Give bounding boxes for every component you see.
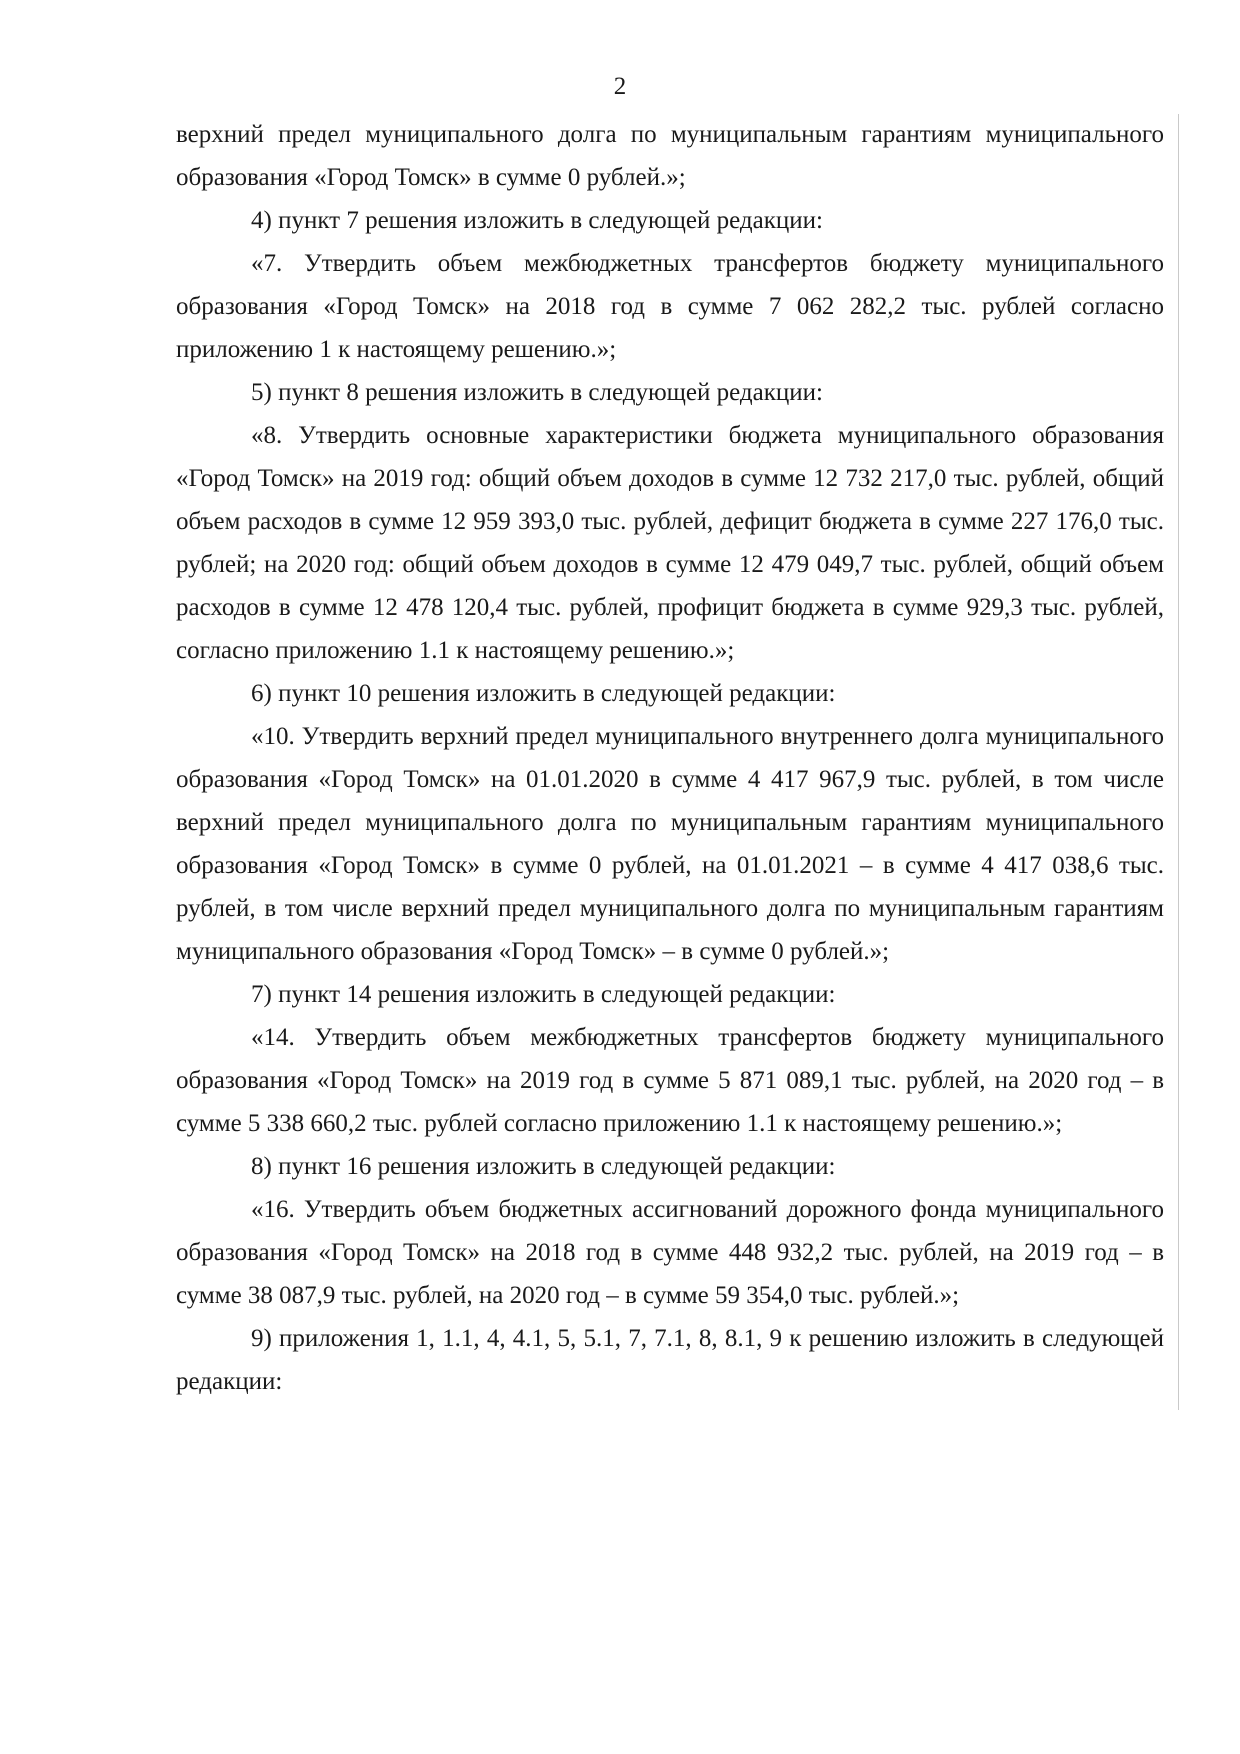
margin-rule (1178, 114, 1179, 1410)
paragraph-clause-8: «8. Утвердить основные характеристики бюджета муниципального образования «Город Томск» на 2019 год: общий объем доходов в сумме 12 732 217,0 тыс. рублей, общий объем расходов в сумме 12 959 393,0 тыс. рублей, дефицит бюджета в сумме 227 176,0 тыс. рублей; на 2020 год: общий объем доходов в сумме 12 479 049,7 тыс. рублей, общий объем расходов в сумме 12 478 120,4 тыс. рублей, профицит бюджета в сумме 929,3 тыс. рублей, согласно приложению 1.1 к настоящему решению.»; (176, 422, 1164, 664)
paragraph-item-7-heading: 7) пункт 14 решения изложить в следующей редакции: (251, 981, 836, 1008)
page-number: 2 (613, 73, 627, 100)
paragraph-continuation: верхний предел муниципального долга по муниципальным гарантиям муниципального образования «Город Томск» в сумме 0 рублей.»; (176, 121, 1164, 191)
paragraph-item-9: 9) приложения 1, 1.1, 4, 4.1, 5, 5.1, 7, 7.1, 8, 8.1, 9 к решению изложить в следующей редакции: (176, 1325, 1164, 1395)
paragraph-item-8-heading: 8) пункт 16 решения изложить в следующей редакции: (251, 1153, 836, 1180)
paragraph-item-5-heading: 5) пункт 8 решения изложить в следующей редакции: (251, 379, 823, 406)
paragraph-item-6-heading: 6) пункт 10 решения изложить в следующей редакции: (251, 680, 836, 707)
document-body (176, 113, 1164, 1403)
paragraph-clause-7: «7. Утвердить объем межбюджетных трансфертов бюджету муниципального образования «Город Томск» на 2018 год в сумме 7 062 282,2 тыс. рублей согласно приложению 1 к настоящему решению.»; (176, 250, 1164, 363)
paragraph-clause-10: «10. Утвердить верхний предел муниципального внутреннего долга муниципального образования «Город Томск» на 01.01.2020 в сумме 4 417 967,9 тыс. рублей, в том числе верхний предел муниципального долга по муниципальным гарантиям муниципального образования «Город Томск» в сумме 0 рублей, на 01.01.2021 – в сумме 4 417 038,6 тыс. рублей, в том числе верхний предел муниципального долга по муниципальным гарантиям муниципального образования «Город Томск» – в сумме 0 рублей.»; (176, 723, 1164, 965)
paragraph-clause-14: «14. Утвердить объем межбюджетных трансфертов бюджету муниципального образования «Город Томск» на 2019 год в сумме 5 871 089,1 тыс. рублей, на 2020 год – в сумме 5 338 660,2 тыс. рублей согласно приложению 1.1 к настоящему решению.»; (176, 1024, 1164, 1137)
paragraph-item-4-heading: 4) пункт 7 решения изложить в следующей редакции: (251, 207, 823, 234)
paragraph-clause-16: «16. Утвердить объем бюджетных ассигнований дорожного фонда муниципального образования «Город Томск» на 2018 год в сумме 448 932,2 тыс. рублей, на 2019 год – в сумме 38 087,9 тыс. рублей, на 2020 год – в сумме 59 354,0 тыс. рублей.»; (176, 1196, 1164, 1309)
